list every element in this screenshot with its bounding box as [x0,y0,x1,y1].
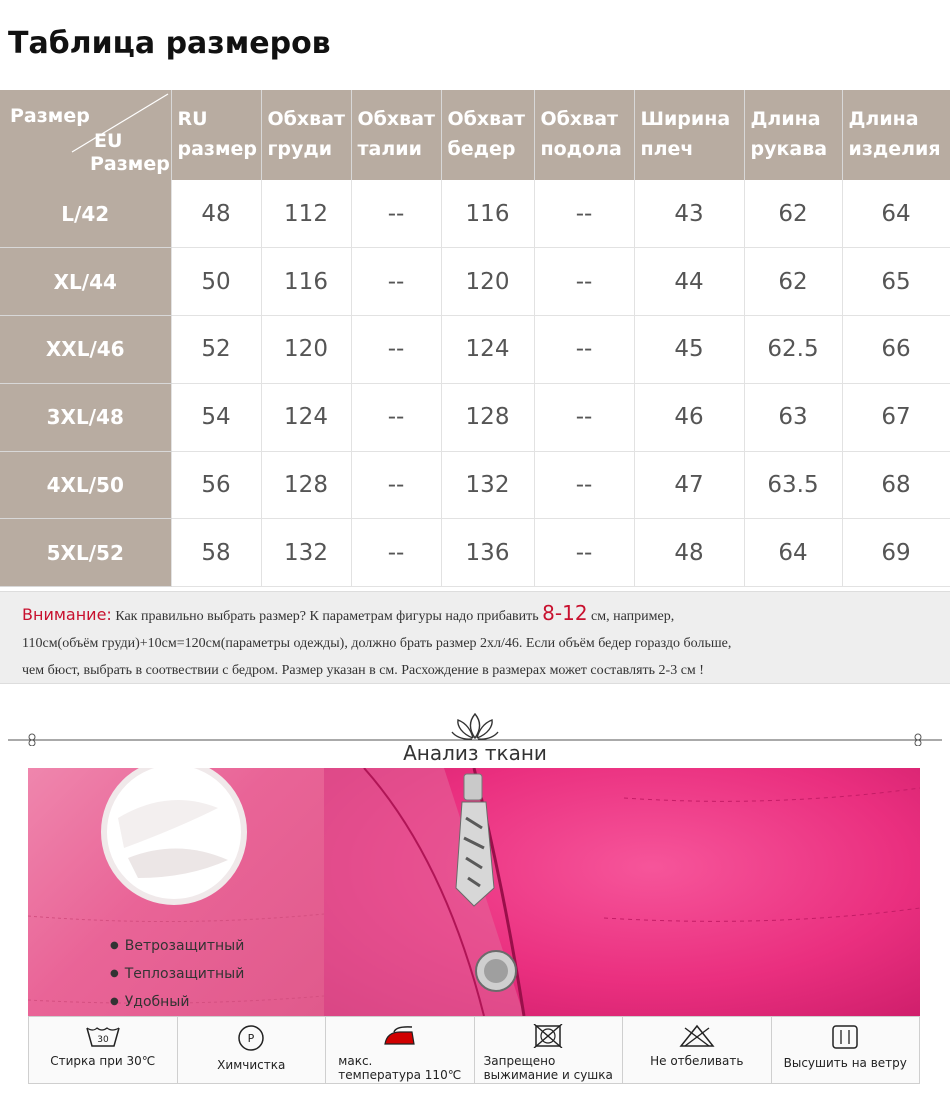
feature-item: ● Удобный [110,994,190,1010]
no-bleach-icon [679,1024,715,1048]
table-cell: 63 [744,383,842,451]
table-cell: 124 [441,316,534,384]
table-header-row [0,90,950,180]
table-row [0,451,950,519]
table-cell: 56 [171,451,261,519]
size-label-cell: 3XL/48 [0,383,171,451]
jacket-closeup [324,768,920,1016]
header-length: Длина изделия [842,90,950,180]
size-label-cell: XXL/46 [0,316,171,384]
table-cell: -- [351,383,441,451]
header-hips: Обхват бедер [441,90,534,180]
table-cell: 67 [842,383,950,451]
table-cell: 58 [171,519,261,587]
size-notice [0,591,950,684]
iron-icon [382,1024,418,1048]
table-cell: 136 [441,519,534,587]
care-label: Высушить на ветру [783,1056,907,1070]
table-cell: -- [534,248,634,316]
table-cell: 68 [842,451,950,519]
table-cell: -- [351,248,441,316]
table-cell: -- [351,451,441,519]
dry-clean-icon [237,1024,265,1052]
table-cell: 47 [634,451,744,519]
table-cell: 65 [842,248,950,316]
fabric-right-panel [324,768,920,1016]
table-row [0,316,950,384]
size-label-cell: 5XL/52 [0,519,171,587]
care-label: Не отбеливать [650,1054,744,1068]
table-cell: 62.5 [744,316,842,384]
table-row [0,519,950,587]
snap-button-icon [476,951,516,991]
no-wring-icon [533,1024,563,1048]
fabric-features [110,932,244,1016]
table-cell: 128 [261,451,351,519]
table-row [0,248,950,316]
table-cell: 120 [441,248,534,316]
table-cell: 128 [441,383,534,451]
care-item-no-wring [475,1017,624,1083]
fabric-title: Анализ ткани [403,741,547,765]
notice-text-3: чем бюст, выбрать в соотвествии с бедром. Размер указан в см. Расхождение в размерах может составлять 2-3 см ! [22,663,704,678]
table-row [0,180,950,248]
notice-label: Внимание: [22,605,112,624]
table-cell: 69 [842,519,950,587]
notice-text-2: 110см(объём груди)+10см=120см(параметры одежды), должно брать размер 2хл/46. Если объём бедер гораздо больше, [22,636,732,651]
fabric-photo [28,768,920,1016]
table-cell: 54 [171,383,261,451]
table-cell: -- [534,519,634,587]
table-cell: 48 [171,180,261,248]
header-waist: Обхват талии [351,90,441,180]
care-item-dry-clean [178,1017,327,1083]
header-ru-size: RU размер [171,90,261,180]
feature-item: ● Теплозащитный [110,966,245,982]
notice-range: 8-12 [542,601,588,625]
care-item-no-bleach [623,1017,772,1083]
table-cell: -- [534,180,634,248]
svg-text:30: 30 [97,1035,109,1045]
lotus-ornament-icon [452,714,498,739]
care-item-iron [326,1017,475,1083]
table-cell: 132 [261,519,351,587]
size-label-cell: 4XL/50 [0,451,171,519]
care-item-line-dry [772,1017,920,1083]
svg-text:P: P [247,1032,255,1045]
table-cell: 50 [171,248,261,316]
table-cell: 64 [842,180,950,248]
table-cell: 116 [261,248,351,316]
table-cell: -- [534,383,634,451]
table-cell: 120 [261,316,351,384]
table-cell: -- [351,180,441,248]
page-title: Таблица размеров [8,26,331,61]
corner-eu: EU [94,130,123,152]
header-sleeve: Длина рукава [744,90,842,180]
table-cell: 44 [634,248,744,316]
header-shoulder: Ширина плеч [634,90,744,180]
table-cell: 62 [744,248,842,316]
table-cell: -- [534,316,634,384]
fabric-left-panel [28,768,324,1016]
table-cell: 46 [634,383,744,451]
table-cell: 52 [171,316,261,384]
size-table [0,90,950,587]
table-cell: 62 [744,180,842,248]
table-cell: 64 [744,519,842,587]
table-cell: 116 [441,180,534,248]
corner-label-size: Размер [10,105,90,127]
corner-header [0,90,171,180]
feature-item: ● Ветрозащитный [110,938,245,954]
care-instructions [28,1016,920,1084]
notice-text-1b: см, например, [591,609,675,624]
table-cell: -- [534,451,634,519]
table-cell: 45 [634,316,744,384]
corner-eu-size: Размер [90,153,170,175]
header-chest: Обхват груди [261,90,351,180]
care-item-wash [29,1017,178,1083]
care-label: макс. температура 110℃ [338,1054,462,1082]
table-cell: 124 [261,383,351,451]
care-label: Стирка при 30℃ [50,1054,156,1068]
table-cell: 112 [261,180,351,248]
table-cell: -- [351,316,441,384]
notice-text-1a: Как правильно выбрать размер? К параметрам фигуры надо прибавить [115,609,539,624]
care-label: Химчистка [217,1058,286,1072]
line-dry-icon [831,1024,859,1050]
table-cell: 66 [842,316,950,384]
header-hem: Обхват подола [534,90,634,180]
table-cell: 63.5 [744,451,842,519]
wash-30-icon [85,1024,121,1048]
table-cell: -- [351,519,441,587]
zipper-pull-icon [456,774,494,906]
size-label-cell: XL/44 [0,248,171,316]
table-cell: 43 [634,180,744,248]
size-label-cell: L/42 [0,180,171,248]
table-row [0,383,950,451]
corner-label-eu [90,130,170,176]
table-cell: 48 [634,519,744,587]
table-cell: 132 [441,451,534,519]
care-label: Запрещено выжимание и сушка [483,1054,613,1082]
